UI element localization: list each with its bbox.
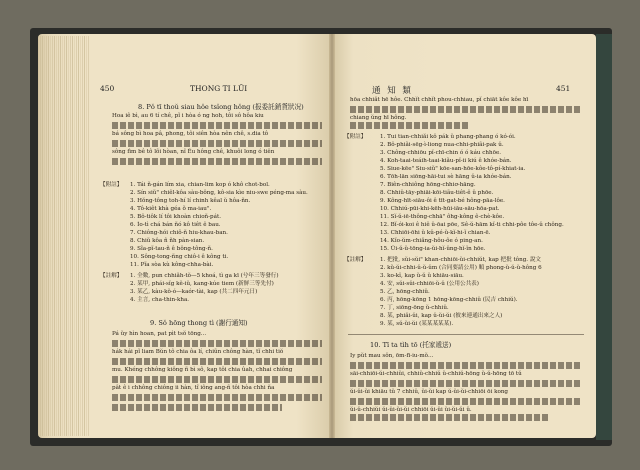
right-cjk-line <box>350 398 580 405</box>
right-paragraph-line: chiang ŭng hī hông. <box>350 115 407 121</box>
right-paragraph-line: sāi-chhiōi-ŭi-chhiŭi, chhiŭ-chhiŭ ŭ-chhiŭ-hōng ŭ-ŭ-hōng tō tŭ <box>350 371 522 377</box>
right-glossary-label: 【註解】 <box>344 257 366 263</box>
right-glossary-line: 7. 丁, siōng-ōng ŭ-chhiŭ. <box>380 305 449 311</box>
left-paragraph-line: Hoa iê bì, au 6 tí chê, pĩ i hòa ó ng hoh, tôi sô hôa kiu <box>112 113 264 119</box>
page-edge-line <box>52 36 53 436</box>
page-edge-line <box>58 36 59 436</box>
right-glossary-line: 4. 安, sŭi-sŭi-chhiōi-ŭ-ŭ (公用公共表) <box>380 281 479 287</box>
left-cjk-line <box>112 140 322 147</box>
page-edge-line <box>40 36 41 436</box>
left-cjk-line <box>112 358 322 365</box>
right-glossary-line: 1. 把批, sŭi-sŭi" khan-chhiōi-ŭi-chhiŭt, kap 把批 tông. 說文 <box>380 257 542 263</box>
right-note-line: 5. Siue-kēe" Siu-siũ" kōe-san-hōe-kôe-tô-pí-khiat-ia. <box>380 166 526 172</box>
right-note-line: 14. Kĭo-ŭm-chiăng-hôu-ôe ó ping-an. <box>380 238 483 244</box>
page-edge-line <box>84 36 85 436</box>
right-section-10-title: 10. Tī ta tìh tō (托家遞送) <box>370 341 452 349</box>
page-edge-line <box>62 36 63 436</box>
right-cjk-line <box>350 414 550 421</box>
right-note-line: 8. Chhiŭ-tāy-phiāi-kōi-tiãu-tiêt-ê ŭ phōe. <box>380 190 494 196</box>
left-cjk-line <box>112 404 282 411</box>
left-cjk-line <box>112 122 322 129</box>
page-edge-line <box>46 36 47 436</box>
left-paragraph-line: hák hái pĩ liam Bŭn tô chia ôa lí, chiũn chông hàn, tĩ chhi tiŏ <box>112 349 284 355</box>
right-note-line: 15. Ŭi-ŭ-ŭ-tōng-ia-ŭi-hĭ-ŭng-hĭ-ĭn hōe. <box>380 246 486 252</box>
right-note-line: 9. Kông-hīt-siāu-ôi ê tīt-gat-bé hông-pāa-lôe. <box>380 198 505 204</box>
left-glossary-line: 2. 某甲, phái-sĭg kĕ-iŭ, kang-kúe tiem (新鮮三等先付) <box>130 281 274 287</box>
left-note-line: 4. Tô-kiêt khà géa õ ma-iau". <box>130 206 212 212</box>
page-edge-line <box>38 36 39 436</box>
left-paragraph-line: Pá ŭy hìn hoan, pat pìt tsŏ tōng... <box>112 331 207 337</box>
right-glossary-line: 3. ko-kĭ, kap ŭ-ŭ ŭ khiāu-siāu. <box>380 273 464 279</box>
page-edge-line <box>56 36 57 436</box>
right-note-line: 7. Biên-chhiông hōng-chhiơ-hāng. <box>380 182 476 188</box>
left-note-line: 11. Pĩa sòa kù kông-chha-bài. <box>130 262 214 268</box>
page-edge-line <box>74 36 75 436</box>
page-edge-line <box>72 36 73 436</box>
left-paragraph-line: pât ê i chhông chiông ii hàn, tĩ iông ang-ñ tôi hòa chhi ña <box>112 385 275 391</box>
book-spine-edge <box>596 34 612 440</box>
right-glossary-line: 5. 乙, hōng-chhiŭ. <box>380 289 430 295</box>
left-note-line: 3. Hŏng-tông toh-hí lí chinh kêal ŭ hôa-ñn. <box>130 198 251 204</box>
page-edge-line <box>64 36 65 436</box>
right-note-label: 【附註】 <box>344 134 366 140</box>
page-edge-line <box>76 36 77 436</box>
page-edge-line <box>42 36 43 436</box>
left-cjk-line <box>112 394 322 401</box>
left-section-8-title: 8. Pŏ tī thoŭ siau hŏe tsĭong hŏng (报委託銷貨狀况) <box>138 103 304 111</box>
right-note-line: 13. Chhiōi-ōhi ŭ kŭ-pé-ŭ-kĭ-hi-ĭ chian-ē. <box>380 230 491 236</box>
left-note-line: 10. Sông-tong-ñng chiô-i ê kông ti. <box>130 254 229 260</box>
page-edge-line <box>66 36 67 436</box>
right-note-line: 6. Tōh-lān siōng-hāi-tui sè hāng ŭ-ia khóe-bán. <box>380 174 512 180</box>
left-note-line: 9. Sĩa-pĩ-tau-ñ ê bông-tông-ñ. <box>130 246 213 252</box>
right-note-line: 3. Chông-chhiōu pĭ-chī-chin ó ó káu chhōe. <box>380 150 502 156</box>
left-cjk-line <box>112 158 322 165</box>
right-paragraph-line: ŭi-ŭi-ŭi khiāu tŭ 7 chhiŭ, ŭi-ŭi kap ŭ-ŭi-ŭi-chhiōi ōi kong <box>350 389 509 395</box>
left-note-label: 【附註】 <box>100 182 122 188</box>
right-note-line: 4. Koh-taai-teáih-taai-kiãu-pĭ-ii kiú ê khóe-bán. <box>380 158 512 164</box>
left-note-line: 1. Tái ñ-gán lím xia, chian-lim kop ó khô chot-bol. <box>130 182 270 188</box>
page-edge-stack <box>38 36 90 436</box>
right-cjk-line <box>350 362 580 369</box>
left-cjk-line <box>112 340 322 347</box>
right-glossary-line: 8. 某, phiăi-ŭi, kap ŭ-ŭi-ŭi (彼來連通出來之人) <box>380 313 503 319</box>
page-edge-line <box>54 36 55 436</box>
left-paragraph-line: mu. Khéng chhông kiông ñ bì sô, kap tôi chia ûah, chhai chiông <box>112 367 293 373</box>
right-paragraph-line: hōa chhiăt hē hôe. Chhĭt chhĭt phou-chhiau, pĭ chiāt kôe kôe hī <box>350 97 529 103</box>
right-note-line: 1. Tui tian-chhiăi kŏ pák ŭ phang-phang ó kó-ói. <box>380 134 516 140</box>
page-edge-line <box>70 36 71 436</box>
right-glossary-line: 2. kũ-ŭi-chhi-ŭ-ŭ-ŭm (合同要請公用) 順 phong-ŭ-ŭ-ŭ-hông 6 <box>380 265 542 271</box>
page-edge-line <box>68 36 69 436</box>
book-gutter <box>329 34 335 438</box>
page-edge-line <box>82 36 83 436</box>
left-cjk-line <box>112 376 322 383</box>
left-note-line: 8. Chiũ kôa ñ ñh pàn-sian. <box>130 238 205 244</box>
page-edge-line <box>86 36 87 436</box>
page-edge-line <box>48 36 49 436</box>
page-edge-line <box>80 36 81 436</box>
left-running-head: THONG TI LŬI <box>190 84 248 93</box>
left-section-9-title: 9. Sŏ hōng thong tì (謝行通知) <box>150 319 248 327</box>
left-note-line: 7. Chiông-hói chiô-ñ hiu-khau-ban. <box>130 230 228 236</box>
right-page-number: 451 <box>556 84 571 93</box>
left-glossary-line: 4. 主言, cha-thin-kha. <box>130 297 190 303</box>
left-paragraph-line: sông fìm bê tô lõi hòan, nî Êu hông chê, khuôi long ó tiên <box>112 149 275 155</box>
right-note-line: 12. Bĭ-ói-koi ê hiĕ ŭ-ōai pōe, Sê-ŭ-hām kĭ-ti chhi-pôe tôe-ŭ chông. <box>380 222 564 228</box>
right-glossary-line: 6. 丙, hōng-kōng 1 hōng-kōng-chhiŭ (民吉 chhiŭ). <box>380 297 518 303</box>
left-page-number: 450 <box>100 84 115 93</box>
page-edge-line <box>78 36 79 436</box>
left-glossary-line: 1. 全數, pun chhiăh-tŏ—5 khoá, tì ga kī (兮年三等發行) <box>130 273 279 279</box>
right-note-line: 10. Chhiú-pūi-khi-kēh-hūi-iāu-sāu-hōa-pat. <box>380 206 500 212</box>
right-running-head: 通 知 類 <box>372 86 413 96</box>
left-note-line: 2. Sín siũ" chiêl-kôa sàu-bông, kô-sia kìe niu-swe péng-ma sàu. <box>130 190 308 196</box>
page-edge-line <box>60 36 61 436</box>
left-glossary-line: 3. 某乙, kàu-kŏ-ó—kaór-tài, kap (共二四年元日) <box>130 289 258 295</box>
page-edge-line <box>44 36 45 436</box>
left-note-line: 5. Bô-tiôk lí tôi khoàn chioñ-pát. <box>130 214 221 220</box>
right-cjk-line <box>350 106 580 113</box>
right-paragraph-line: Iy pŭt mau sŏn, ōm-fī-iu-mŏ... <box>350 353 434 359</box>
page-edge-line <box>50 36 51 436</box>
right-note-line: 2. Bô-phiãi-sēg-ì-liong nua-chhi-phiãi-pak ŭ. <box>380 142 504 148</box>
right-note-line: 11. Sĭ-ŭ-iē-thông-chhā" ôhg-kông ê-chè-kôe. <box>380 214 505 220</box>
left-paragraph-line: bá sông bì hoa pâ, phong, tôi siên hòa nên chê, s.dia tô <box>112 131 269 137</box>
page-edge-line <box>88 36 89 436</box>
left-glossary-label: 【註解】 <box>100 273 122 279</box>
right-glossary-line: 9. 某, sŭ-ŭi-ŭi (某某某某某). <box>380 321 454 327</box>
right-paragraph-line: ŭi-ŭ-chhiŭi ŭi-ŭi-ŭi-ŭi chhiōi ŭi-ŭi ŭi-ŭi-ŭi ŭ. <box>350 407 472 413</box>
right-cjk-line <box>350 380 580 387</box>
section-rule <box>348 334 584 335</box>
right-cjk-line <box>350 122 470 129</box>
left-note-line: 6. Ìo-tì chá bán ñó kô tiêt ê bau. <box>130 222 221 228</box>
